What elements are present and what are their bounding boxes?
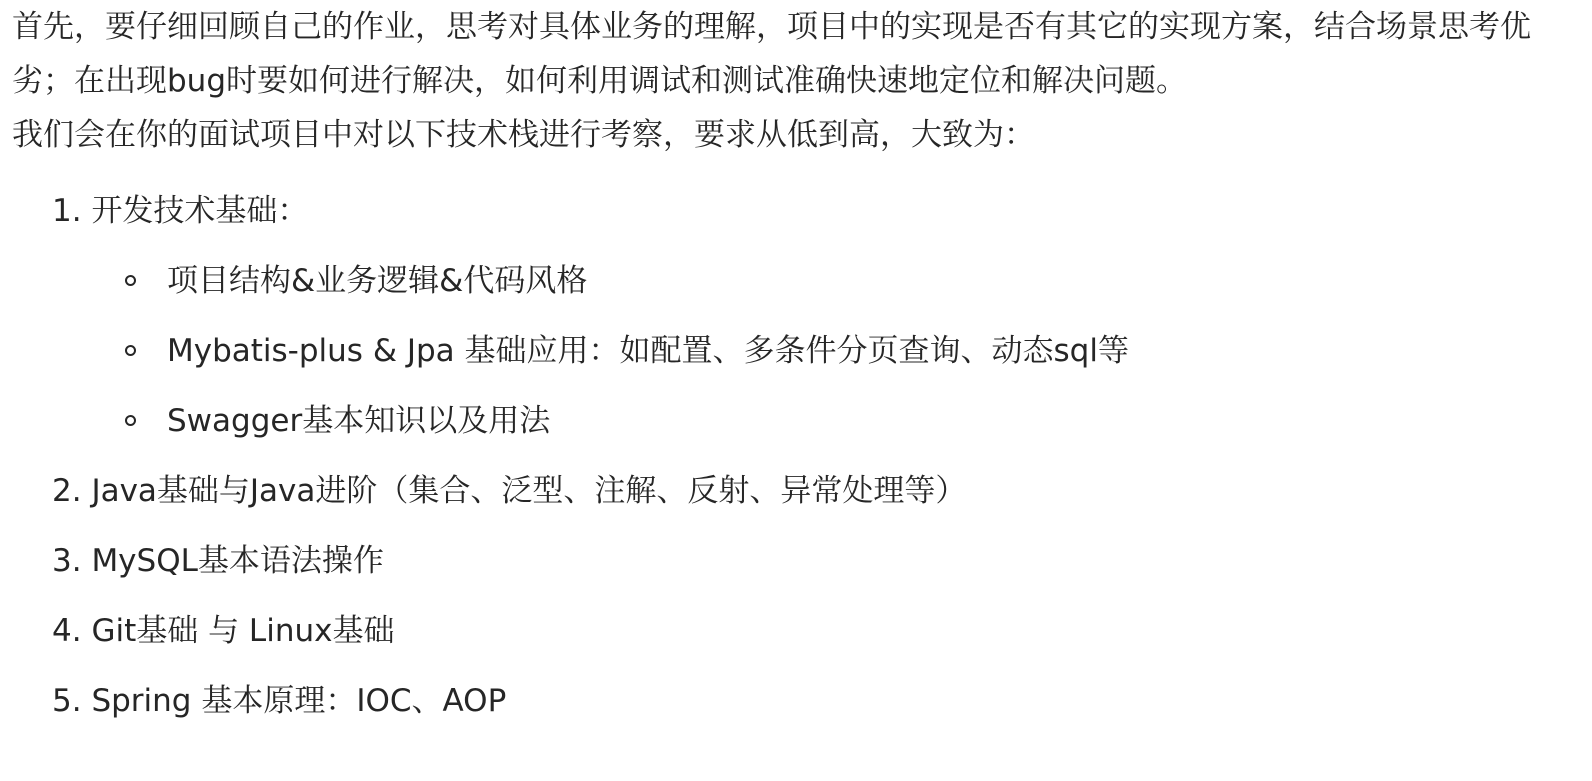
list-number: 2. — [52, 473, 82, 509]
sub-list-item — [12, 316, 1582, 386]
list-item-line — [12, 176, 1582, 246]
list-number: 4. — [52, 613, 82, 649]
sub-list — [12, 246, 1582, 456]
hollow-bullet-icon — [125, 275, 136, 286]
tech-stack-paragraph: 我们会在你的面试项目中对以下技术栈进行考察，要求从低到高，大致为： — [12, 117, 1035, 153]
sub-list-item-text: 项目结构&业务逻辑&代码风格 — [167, 263, 588, 299]
list-number: 5. — [52, 683, 82, 719]
list-item-text: Spring 基本原理：IOC、AOP — [91, 683, 507, 719]
list-item-line — [12, 526, 1582, 596]
list-item — [12, 456, 1582, 526]
list-item-text: MySQL基本语法操作 — [91, 543, 384, 579]
hollow-bullet-icon — [125, 415, 136, 426]
hollow-bullet-icon — [125, 345, 136, 356]
list-item-line — [12, 596, 1582, 666]
list-item-text: Java基础与Java进阶（集合、泛型、注解、反射、异常处理等） — [91, 473, 967, 509]
list-number: 3. — [52, 543, 82, 579]
document-body — [12, 0, 1582, 736]
list-item — [12, 176, 1582, 456]
tech-stack-list — [12, 176, 1582, 736]
intro-paragraph: 首先，要仔细回顾自己的作业，思考对具体业务的理解，项目中的实现是否有其它的实现方案，结合场景思考优劣；在出现bug时要如何进行解决，如何利用调试和测试准确快速地定位和解决问题。 — [12, 9, 1531, 99]
list-number: 1. — [52, 193, 82, 229]
list-item-text: Git基础 与 Linux基础 — [91, 613, 395, 649]
sub-list-item-text: Swagger基本知识以及用法 — [167, 403, 551, 439]
sub-list-item — [12, 386, 1582, 456]
list-item — [12, 666, 1582, 736]
list-item — [12, 526, 1582, 596]
list-item — [12, 596, 1582, 666]
sub-list-item-text: Mybatis-plus & Jpa 基础应用：如配置、多条件分页查询、动态sql等 — [167, 333, 1129, 369]
list-item-line — [12, 666, 1582, 736]
list-item-text: 开发技术基础： — [91, 193, 309, 229]
list-item-line — [12, 456, 1582, 526]
sub-list-item — [12, 246, 1582, 316]
